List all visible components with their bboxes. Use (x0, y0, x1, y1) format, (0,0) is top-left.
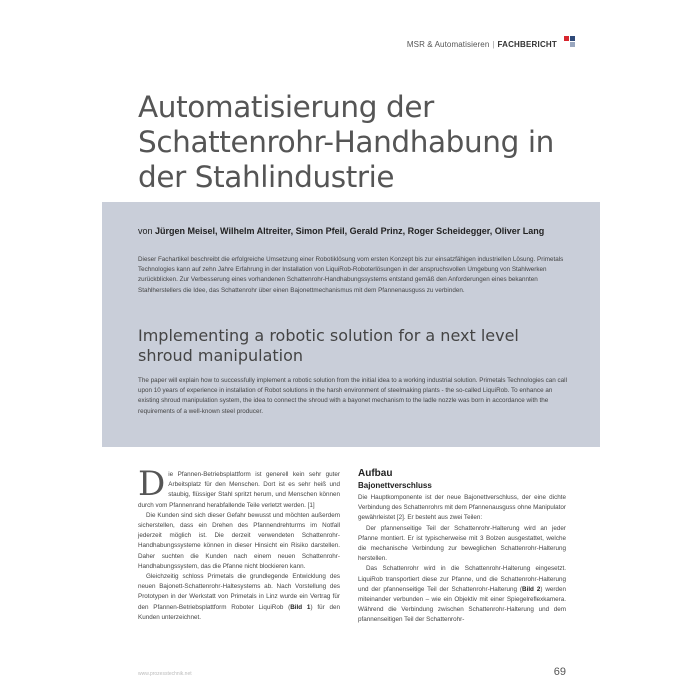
paragraph: Der pfannenseitige Teil der Schattenrohr-Halterung wird an jeder Pfanne montiert. Er ist typischerweise mit 3 Bolzen ausgestattet, welche die mechanische Verbindung zur beweglichen Schattenrohr-Halterung herstellen. (358, 524, 566, 563)
dropcap: D (138, 464, 166, 504)
page-number: 69 (553, 666, 566, 678)
section-label: MSR & Automatisieren (406, 39, 490, 49)
section-heading: Aufbau (358, 468, 393, 479)
body-column-left (138, 464, 340, 623)
publisher-logo-icon (564, 36, 578, 48)
page (102, 0, 600, 700)
subsection-heading: Bajonettverschluss (358, 481, 432, 490)
authors-line (138, 226, 568, 237)
category-label: FACHBERICHT (497, 39, 557, 49)
header-separator: | (492, 39, 495, 49)
footer-url[interactable]: www.prozesstechnik.net (138, 671, 192, 677)
paragraph: Die Hauptkomponente ist der neue Bajonettverschluss, der eine dichte Verbindung des Schattenrohrs mit dem Pfannenausguss ohne Manipulator gewährleistet [2]. Er besteht aus zwei Teilen: (358, 494, 566, 522)
paragraph: Das Schattenrohr wird in die Schattenrohr-Halterung eingesetzt. LiquiRob transportiert diese zur Pfanne, und die Schattenrohr-Halterung und der pfannenseitige Teil der Schattenrohr-Halterung (Bild 2) werden miteinander verbunden – wie ein Objektiv mit einer Spiegelreflexkamera. Während die Verbindung zwischen Schattenrohr-Halterung und dem pfannenseitigen Teil der Schattenrohr- (358, 565, 566, 624)
body-column-right (358, 470, 566, 626)
abstract-box (102, 202, 600, 447)
article-title: Automatisierung der Schattenrohr-Handhabung in der Stahlindustrie (138, 90, 554, 194)
paragraph: Die Pfannen-Betriebsplattform ist generell kein sehr guter Arbeitsplatz für den Menschen. Dort ist es sehr heiß und staubig, flüssiger Stahl spritzt herum, und Menschen können durch vom Pfannenrand herabfallende Teile verletzt werden. [1] (138, 464, 340, 509)
figure-reference: Bild 2 (522, 585, 541, 593)
authors-prefix: von (138, 226, 153, 236)
english-title: Implementing a robotic solution for a next level shroud manipulation (138, 326, 519, 365)
paragraph: Die Kunden sind sich dieser Gefahr bewusst und möchten außerdem sicherstellen, dass ein Drehen des Pfannendrehturms im Notfall jederzeit möglich ist. Die derzeit verwendeten Schattenrohr-Handhabungssysteme können in dieser Hinsicht ein Risiko darstellen. Daher suchten die Kunden nach einem neuen Schattenrohr-Handhabungssystem, das die Pfanne nicht blockieren kann. (138, 511, 340, 570)
figure-reference: Bild 1 (290, 603, 311, 611)
page-header (407, 38, 578, 50)
abstract-english: The paper will explain how to successfully implement a robotic solution from the initial idea to a working industrial solution. Primetals Technologies can call upon 10 years of experience in installation of Robot solutions in the harsh environment of steelmaking plants - the so-called LiquiRob. To enhance an existing shroud manipulation system, the idea to connect the shroud with a bayonet mechanism to the ladle nozzle was born in accordance with the requirements of a well-known steel producer. (138, 377, 567, 415)
paragraph: Gleichzeitig schloss Primetals die grundlegende Entwicklung des neuen Bajonett-Schattenrohr-Haltesystems ab. Nach Vorstellung des Prototypen in der Werkstatt von Primetals in Linz wurde ein Vertrag für den Pfannen-Betriebsplattform Roboter LiquiRob (Bild 1) für den Kunden unterzeichnet. (138, 573, 340, 621)
abstract-german: Dieser Fachartikel beschreibt die erfolgreiche Umsetzung einer Robotiklösung vom ersten Konzept bis zur einsatzfähigen industriellen Lösung. Primetals Technologies kann auf zehn Jahre Erfahrung in der Installation von LiquiRob-Roboterlösungen in der anspruchsvollen Umgebung von Stahlwerken zurückblicken. Zur Verbesserung eines vorhandenen Schattenrohr-Handhabungssystems entstand gemäß den Anforderungen eines bekannten Stahlherstellers die Idee, das Schattenrohr über einen Bajonettmechanismus mit dem Pfannenausguss zu verbinden. (138, 256, 564, 294)
authors-names: Jürgen Meisel, Wilhelm Altreiter, Simon Pfeil, Gerald Prinz, Roger Scheidegger, Oliver Lang (155, 226, 545, 236)
